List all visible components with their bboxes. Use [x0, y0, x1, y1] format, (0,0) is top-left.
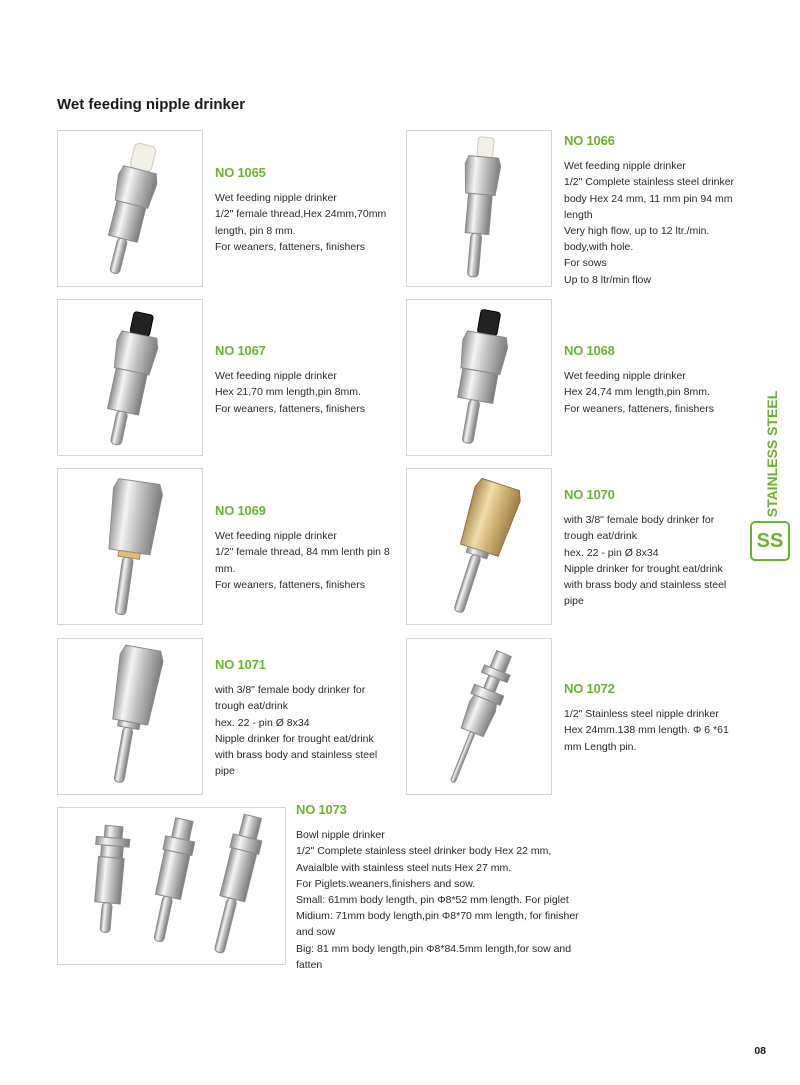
product-code: NO 1073 — [296, 802, 347, 817]
product-image-1068 — [406, 299, 552, 456]
product-code: NO 1066 — [564, 133, 615, 148]
desc-line: hex. 22 - pin Ø 8x34 — [564, 546, 659, 559]
desc-line: with 3/8" female body drinker for — [564, 514, 715, 527]
nipple-drinker-illustration — [407, 469, 551, 624]
product-image-1070 — [406, 468, 552, 625]
desc-line: For weaners, fatteners, finishers — [215, 240, 365, 253]
product-code: NO 1067 — [215, 343, 266, 358]
desc-line: Wet feeding nipple drinker — [564, 160, 686, 173]
desc-line: For Piglets.weaners,finishers and sow. — [296, 877, 476, 890]
desc-line: Wet feeding nipple drinker — [564, 370, 686, 383]
product-image-1065 — [57, 130, 203, 287]
desc-line: Small: 61mm body length, pin Φ8*52 mm length. For piglet — [296, 894, 569, 907]
product-info-1071 — [215, 657, 395, 779]
nipple-drinker-illustration — [407, 300, 551, 455]
desc-line: Nipple drinker for trought eat/drink — [564, 562, 723, 575]
desc-line: with brass body and stainless steel — [215, 749, 378, 762]
desc-line: Up to 8 ltr/min flow — [564, 273, 651, 286]
desc-line: Wet feeding nipple drinker — [215, 192, 337, 205]
product-code: NO 1070 — [564, 487, 615, 502]
desc-line: Avaialble with stainless steel nuts Hex 27 mm. — [296, 861, 512, 874]
product-code: NO 1068 — [564, 343, 615, 358]
product-image-1067 — [57, 299, 203, 456]
desc-line: fatten — [296, 958, 323, 971]
desc-line: Hex 24,74 mm length,pin 8mm. — [564, 386, 710, 399]
product-info-1066 — [564, 133, 744, 288]
desc-line: length, pin 8 mm. — [215, 224, 296, 237]
nipple-drinker-illustration — [58, 639, 202, 794]
desc-line: Wet feeding nipple drinker — [215, 530, 337, 543]
desc-line: For weaners, fatteners, finishers — [564, 402, 714, 415]
nipple-drinker-illustration — [407, 131, 551, 286]
desc-line: trough eat/drink — [215, 700, 288, 713]
desc-line: Big: 81 mm body length,pin Φ8*84.5mm length,for sow and — [296, 942, 572, 955]
desc-line: with brass body and stainless steel — [564, 579, 727, 592]
desc-line: For weaners, fatteners, finishers — [215, 578, 365, 591]
section-side-label — [752, 390, 792, 518]
desc-line: 1/2" Stainless steel nipple drinker — [564, 708, 719, 721]
desc-line: 1/2" female thread,Hex 24mm,70mm — [215, 208, 387, 221]
desc-line: pipe — [215, 765, 235, 778]
desc-line: mm Length pin. — [564, 740, 637, 753]
desc-line: 1/2" Complete stainless steel drinker — [564, 176, 735, 189]
product-code: NO 1071 — [215, 657, 266, 672]
page-number: 08 — [754, 1045, 766, 1057]
desc-line: length — [564, 208, 593, 221]
product-info-1067 — [215, 343, 365, 417]
product-info-1065 — [215, 165, 386, 255]
desc-line: hex. 22 - pin Ø 8x34 — [215, 716, 310, 729]
desc-line: mm. — [215, 562, 236, 575]
desc-line: For weaners, fatteners, finishers — [215, 402, 365, 415]
desc-line: 1/2" Complete stainless steel drinker body Hex 22 mm, — [296, 845, 552, 858]
desc-line: Very high flow, up to 12 ltr./min. — [564, 225, 710, 238]
desc-line: Hex 21,70 mm length,pin 8mm. — [215, 386, 361, 399]
product-image-1071 — [57, 638, 203, 795]
desc-line: Wet feeding nipple drinker — [215, 370, 337, 383]
product-code: NO 1072 — [564, 681, 615, 696]
desc-line: Bowl nipple drinker — [296, 829, 385, 842]
product-info-1072 — [564, 681, 729, 755]
desc-line: pipe — [564, 595, 584, 608]
product-image-1073 — [57, 807, 286, 965]
page-title: Wet feeding nipple drinker — [57, 96, 246, 113]
ss-badge: SS — [750, 521, 790, 561]
product-info-1070 — [564, 487, 744, 609]
desc-line: Nipple drinker for trought eat/drink — [215, 732, 374, 745]
product-image-1072 — [406, 638, 552, 795]
product-info-1069 — [215, 503, 390, 593]
product-info-1073 — [296, 802, 579, 973]
desc-line: 1/2" female thread, 84 mm lenth pin 8 — [215, 546, 390, 559]
product-image-1069 — [57, 468, 203, 625]
nipple-drinker-illustration — [58, 131, 202, 286]
desc-line: body,with hole. — [564, 241, 634, 254]
nipple-drinker-illustration — [58, 469, 202, 624]
desc-line: For sows — [564, 257, 607, 270]
product-image-1066 — [406, 130, 552, 287]
desc-line: Hex 24mm.138 mm length. Φ 6 *61 — [564, 724, 729, 737]
product-info-1068 — [564, 343, 714, 417]
desc-line: with 3/8" female body drinker for — [215, 684, 366, 697]
product-code: NO 1069 — [215, 503, 266, 518]
desc-line: body Hex 24 mm, 11 mm pin 94 mm — [564, 192, 733, 205]
nipple-drinker-illustration — [58, 300, 202, 455]
desc-line: trough eat/drink — [564, 530, 637, 543]
desc-line: and sow — [296, 926, 336, 939]
desc-line: Midium: 71mm body length,pin Φ8*70 mm length, for finisher — [296, 910, 579, 923]
product-code: NO 1065 — [215, 165, 266, 180]
bowl-nipple-drinkers-illustration — [58, 808, 285, 964]
side-label-text: STAINLESS STEEL — [764, 390, 780, 518]
nipple-drinker-illustration — [407, 639, 551, 794]
